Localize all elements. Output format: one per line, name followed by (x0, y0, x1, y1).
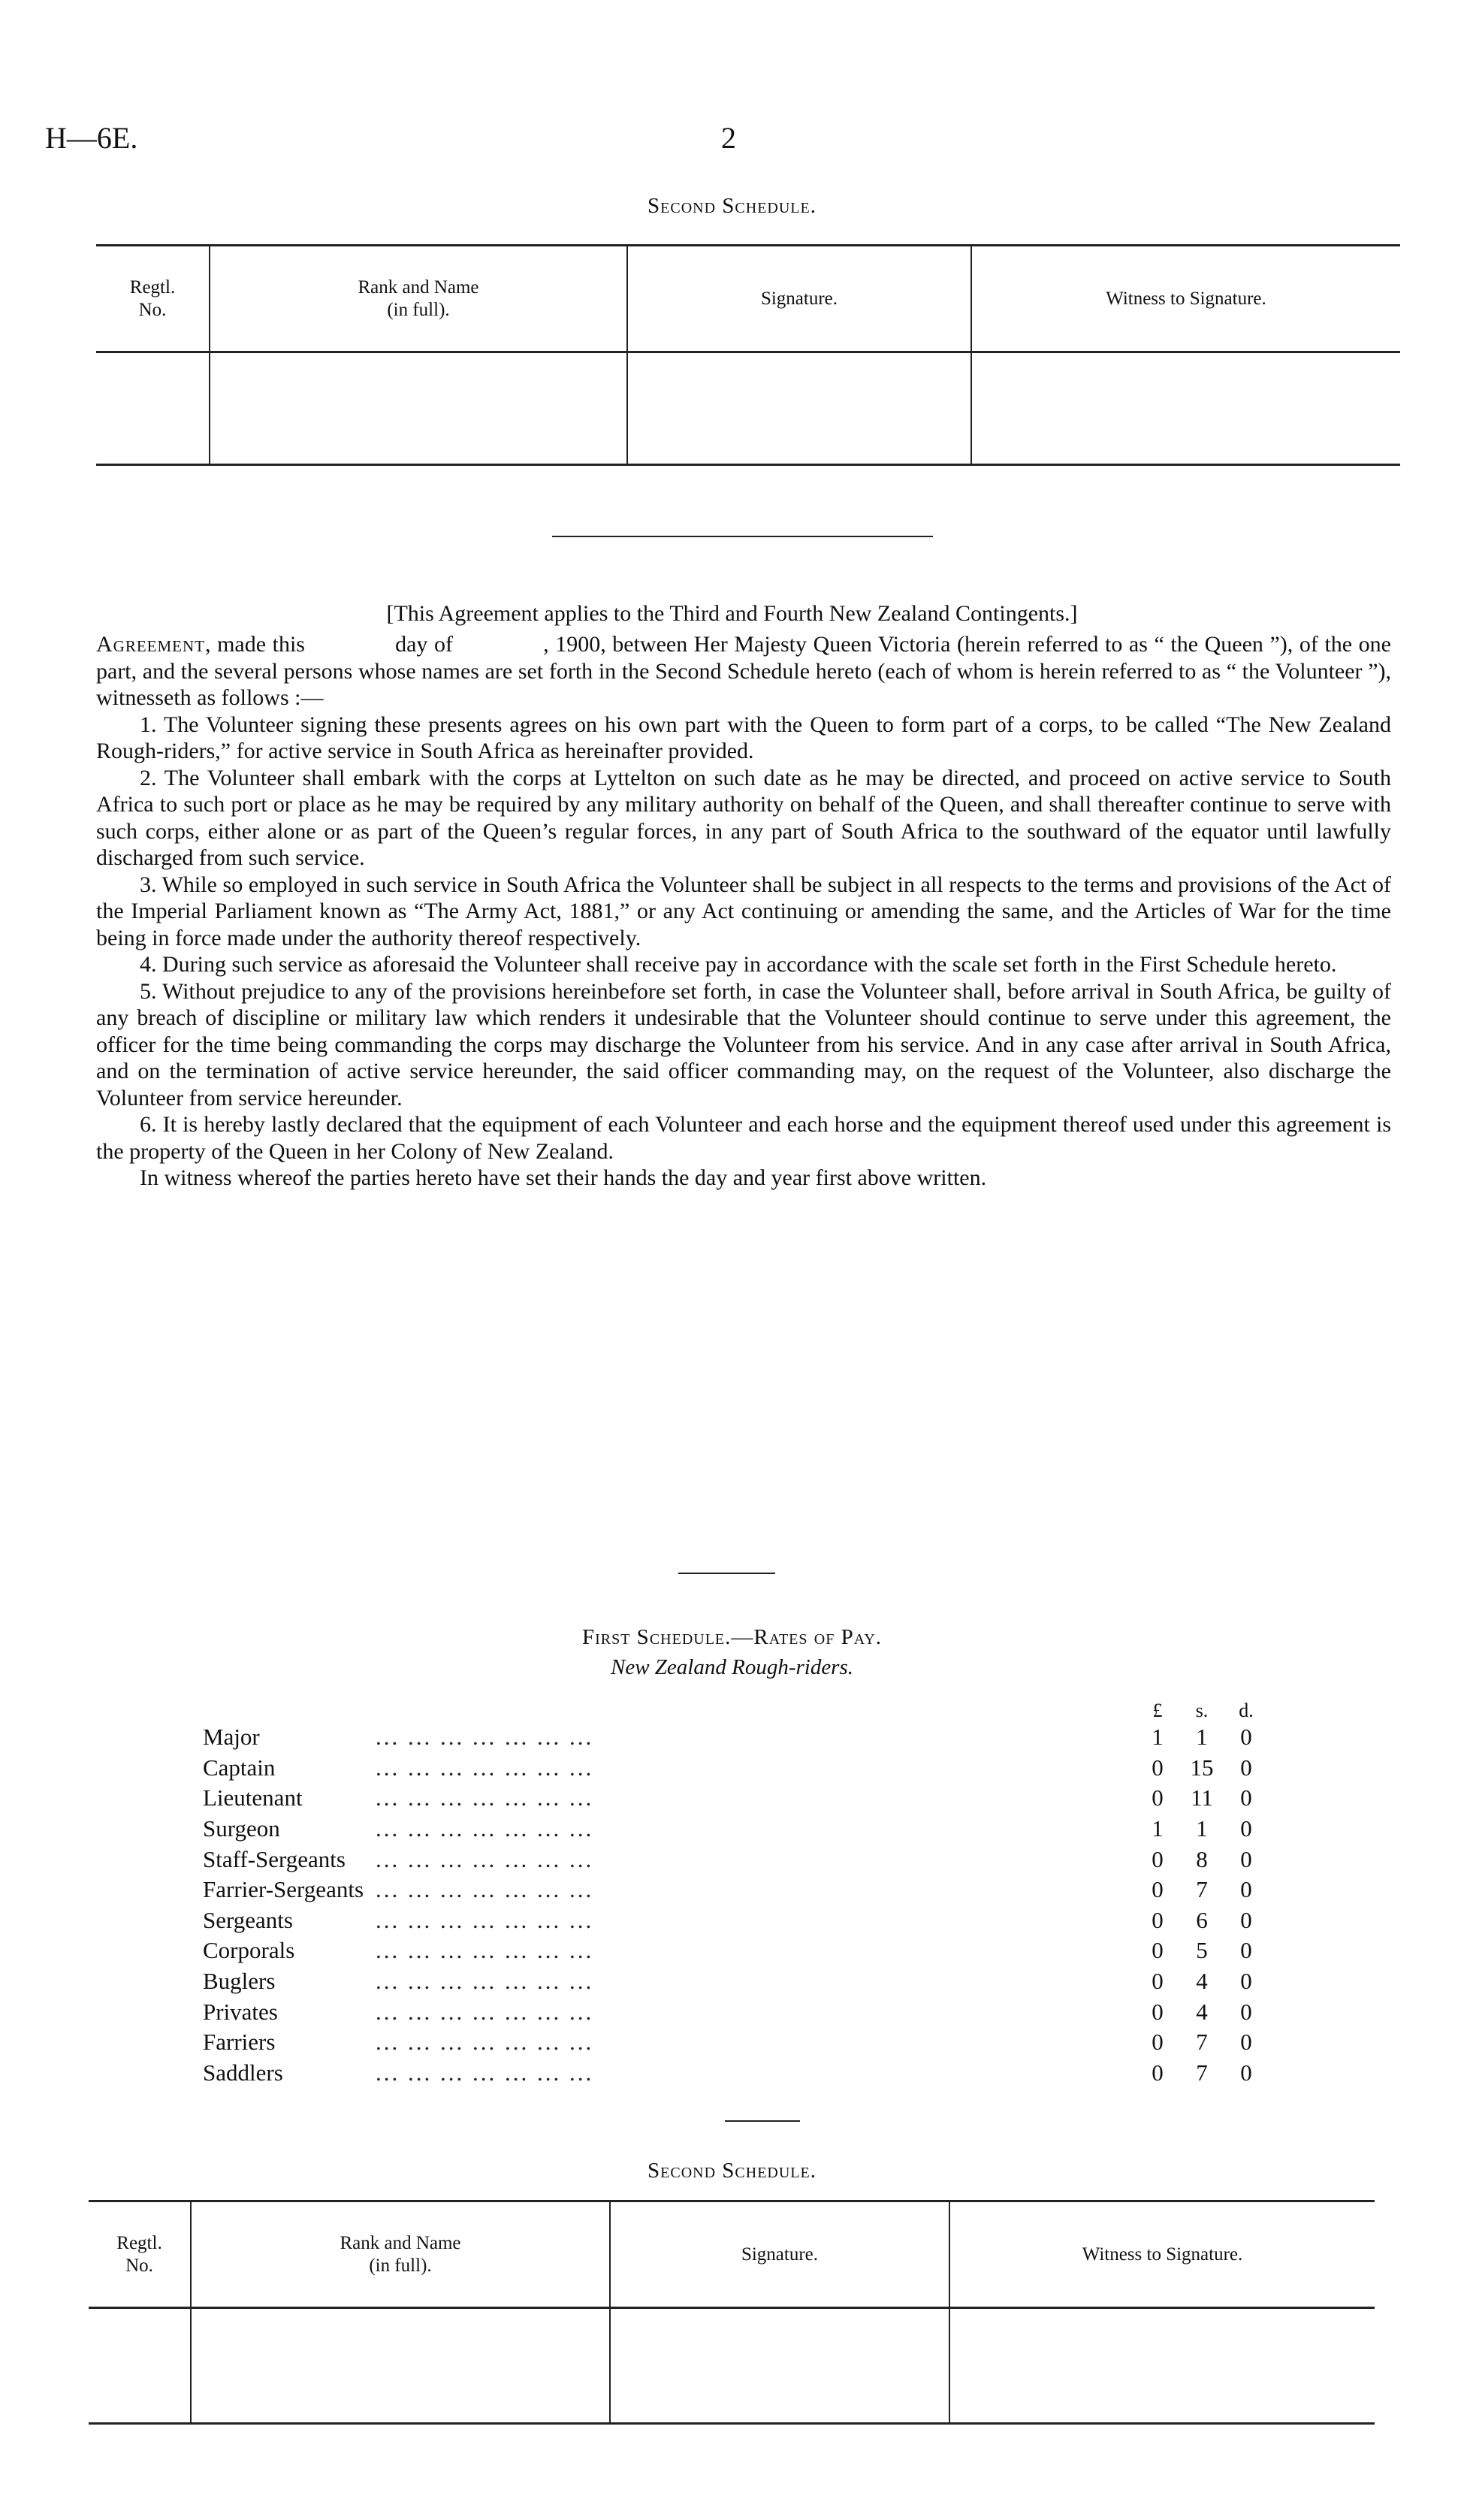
pay-shillings: 6 (1196, 1906, 1208, 1933)
pay-pence: 0 (1240, 1845, 1252, 1872)
pay-pounds: 0 (1152, 1754, 1164, 1781)
col-rank-name: Rank and Name (in full). (191, 2201, 610, 2308)
pay-pence: 0 (1240, 1876, 1252, 1903)
rank-name: Buglers (203, 1968, 276, 1995)
pay-pounds: 0 (1152, 1784, 1164, 1811)
pay-shillings: 1 (1196, 1724, 1208, 1751)
pay-pence: 0 (1240, 2059, 1252, 2086)
leader-dots: ... ... ... ... ... ... ... (376, 1815, 594, 1842)
rank-name: Staff-Sergeants (203, 1845, 346, 1872)
pay-shillings: 4 (1196, 1968, 1208, 1995)
pay-row (203, 1935, 1269, 1966)
pay-shillings: 11 (1191, 1784, 1213, 1811)
rates-of-pay-table (203, 1700, 1269, 2088)
clause-1: 1. The Volunteer signing these presents agrees on his own part with the Queen to form part of a corps, to be called “The New Zealand Rough-riders,” for active service in South Africa as hereinafter provided. (96, 712, 1391, 763)
pay-shillings: 15 (1190, 1754, 1214, 1781)
pay-shillings: 4 (1196, 1998, 1208, 2025)
pay-pence: 0 (1240, 1754, 1252, 1781)
witness-clause: In witness whereof the parties hereto have set their hands the day and year first above written. (140, 1165, 987, 1190)
pay-pounds: 0 (1152, 1937, 1164, 1964)
pay-row (203, 1996, 1269, 2027)
pay-row (203, 1875, 1269, 1905)
clause-5: 5. Without prejudice to any of the provisions hereinbefore set forth, in case the Volunteer shall, before arrival in South Africa, be guilty of any breach of discipline or military law which renders it undesirable that the Volunteer should continue to serve under this agreement, the officer for the time being commanding the corps may discharge the Volunteer from his service. And in any case after arrival in South Africa, and on the termination of active service hereunder, the said officer commanding may, on the request of the Volunteer, also discharge the Volunteer from service hereunder. (96, 978, 1391, 1110)
pay-row (203, 1814, 1269, 1845)
pay-pounds: 0 (1152, 1906, 1164, 1933)
rank-name: Captain (203, 1754, 276, 1781)
pay-row (203, 1722, 1269, 1753)
rank-name: Privates (203, 1998, 278, 2025)
second-schedule-table-top (96, 244, 1400, 466)
pay-row (203, 1966, 1269, 1997)
second-schedule-title-top: Second Schedule. (647, 194, 817, 218)
unit-shillings: s. (1195, 1700, 1209, 1721)
second-schedule-title-bottom: Second Schedule. (647, 2159, 817, 2183)
leader-dots: ... ... ... ... ... ... ... (376, 1845, 594, 1872)
pay-pence: 0 (1240, 1937, 1252, 1964)
unit-pounds: £ (1152, 1700, 1163, 1721)
pay-row (203, 1753, 1269, 1784)
divider (552, 536, 933, 537)
pay-shillings: 7 (1196, 2059, 1208, 2086)
pay-pounds: 0 (1152, 2029, 1164, 2056)
agreement-note: [This Agreement applies to the Third and Fourth New Zealand Contingents.] (386, 601, 1078, 626)
pay-pence: 0 (1240, 1784, 1252, 1811)
leader-dots: ... ... ... ... ... ... ... (376, 2059, 594, 2086)
leader-dots: ... ... ... ... ... ... ... (376, 1937, 594, 1964)
pay-pounds: 1 (1152, 1815, 1164, 1842)
col-witness: Witness to Signature. (949, 2201, 1375, 2308)
first-schedule-title: First Schedule.—Rates of Pay. (581, 1625, 883, 1649)
clause-2: 2. The Volunteer shall embark with the corps at Lyttelton on such date as he may be directed, and proceed on active service to South Africa to such port or place as he may be required by any military authority on behalf of the Queen, and shall thereafter continue to serve with such corps, either alone or as part of the Queen’s regular forces, in any part of South Africa to the southward of the equator until lawfully discharged from such service. (96, 765, 1391, 870)
pay-pounds: 1 (1152, 1724, 1164, 1751)
agreement-opening: Agreement, made this day of , 1900, between Her Majesty Queen Victoria (herein referred to as “ the Queen ”), of the one part, and the several persons whose names are set forth in the Second Schedule hereto (each of whom is herein referred to as “ the Volunteer ”), witnesseth as follows :— (96, 632, 1397, 710)
pay-pence: 0 (1240, 1968, 1252, 1995)
leader-dots: ... ... ... ... ... ... ... (376, 1784, 594, 1811)
units-row (203, 1700, 1269, 1722)
pay-pounds: 0 (1152, 1845, 1164, 1872)
rank-name: Corporals (203, 1937, 295, 1964)
rank-name: Lieutenant (203, 1784, 303, 1811)
clause-6: 6. It is hereby lastly declared that the equipment of each Volunteer and each horse and the equipment thereof used under this agreement is the property of the Queen in her Colony of New Zealand. (96, 1112, 1391, 1164)
leader-dots: ... ... ... ... ... ... ... (376, 1724, 594, 1751)
col-regtl-no: Regtl. No. (96, 246, 210, 352)
pay-row (203, 1905, 1269, 1936)
divider (678, 1573, 775, 1574)
rank-name: Major (203, 1724, 260, 1751)
table-row (89, 2308, 1375, 2424)
leader-dots: ... ... ... ... ... ... ... (376, 1906, 594, 1933)
pay-shillings: 1 (1196, 1815, 1208, 1842)
pay-pounds: 0 (1152, 1876, 1164, 1903)
pay-row (203, 2027, 1269, 2058)
pay-pence: 0 (1240, 2029, 1252, 2056)
col-signature: Signature. (610, 2201, 949, 2308)
rank-name: Sergeants (203, 1906, 293, 1933)
pay-pence: 0 (1240, 1815, 1252, 1842)
rank-name: Surgeon (203, 1815, 280, 1842)
pay-row (203, 1844, 1269, 1875)
col-signature: Signature. (627, 246, 971, 352)
clause-4: 4. During such service as aforesaid the Volunteer shall receive pay in accordance with the scale set forth in the First Schedule hereto. (140, 952, 1337, 977)
divider (725, 2120, 800, 2122)
pay-pence: 0 (1240, 1906, 1252, 1933)
col-rank-name: Rank and Name (in full). (210, 246, 627, 352)
leader-dots: ... ... ... ... ... ... ... (376, 1876, 594, 1903)
pay-row (203, 1783, 1269, 1814)
rank-name: Farriers (203, 2029, 276, 2056)
document-reference: H—6E. (45, 121, 138, 155)
col-witness: Witness to Signature. (971, 246, 1400, 352)
pay-pounds: 0 (1152, 1998, 1164, 2025)
leader-dots: ... ... ... ... ... ... ... (376, 1754, 594, 1781)
pay-pounds: 0 (1152, 1968, 1164, 1995)
unit-pence: d. (1239, 1700, 1254, 1721)
pay-shillings: 7 (1196, 2029, 1208, 2056)
table-row (96, 352, 1400, 465)
pay-shillings: 7 (1196, 1876, 1208, 1903)
second-schedule-table-bottom (89, 2200, 1375, 2425)
pay-pounds: 0 (1152, 2059, 1164, 2086)
pay-pence: 0 (1240, 1998, 1252, 2025)
page-number: 2 (721, 121, 736, 155)
pay-row (203, 2058, 1269, 2089)
first-schedule-subtitle: New Zealand Rough-riders. (610, 1655, 854, 1679)
leader-dots: ... ... ... ... ... ... ... (376, 1998, 594, 2025)
agreement-body (96, 631, 1397, 1192)
rank-name: Saddlers (203, 2059, 283, 2086)
leader-dots: ... ... ... ... ... ... ... (376, 2029, 594, 2056)
clause-3: 3. While so employed in such service in South Africa the Volunteer shall be subject in all respects to the terms and provisions of the Act of the Imperial Parliament known as “The Army Act, 1881,” or any Act continuing or amending the same, and the Articles of War for the time being in force made under the authority thereof respectively. (96, 872, 1391, 950)
col-regtl-no: Regtl. No. (89, 2201, 191, 2308)
pay-shillings: 5 (1196, 1937, 1208, 1964)
pay-pence: 0 (1240, 1724, 1252, 1751)
leader-dots: ... ... ... ... ... ... ... (376, 1968, 594, 1995)
rank-name: Farrier-Sergeants (203, 1876, 364, 1903)
pay-shillings: 8 (1196, 1845, 1208, 1872)
